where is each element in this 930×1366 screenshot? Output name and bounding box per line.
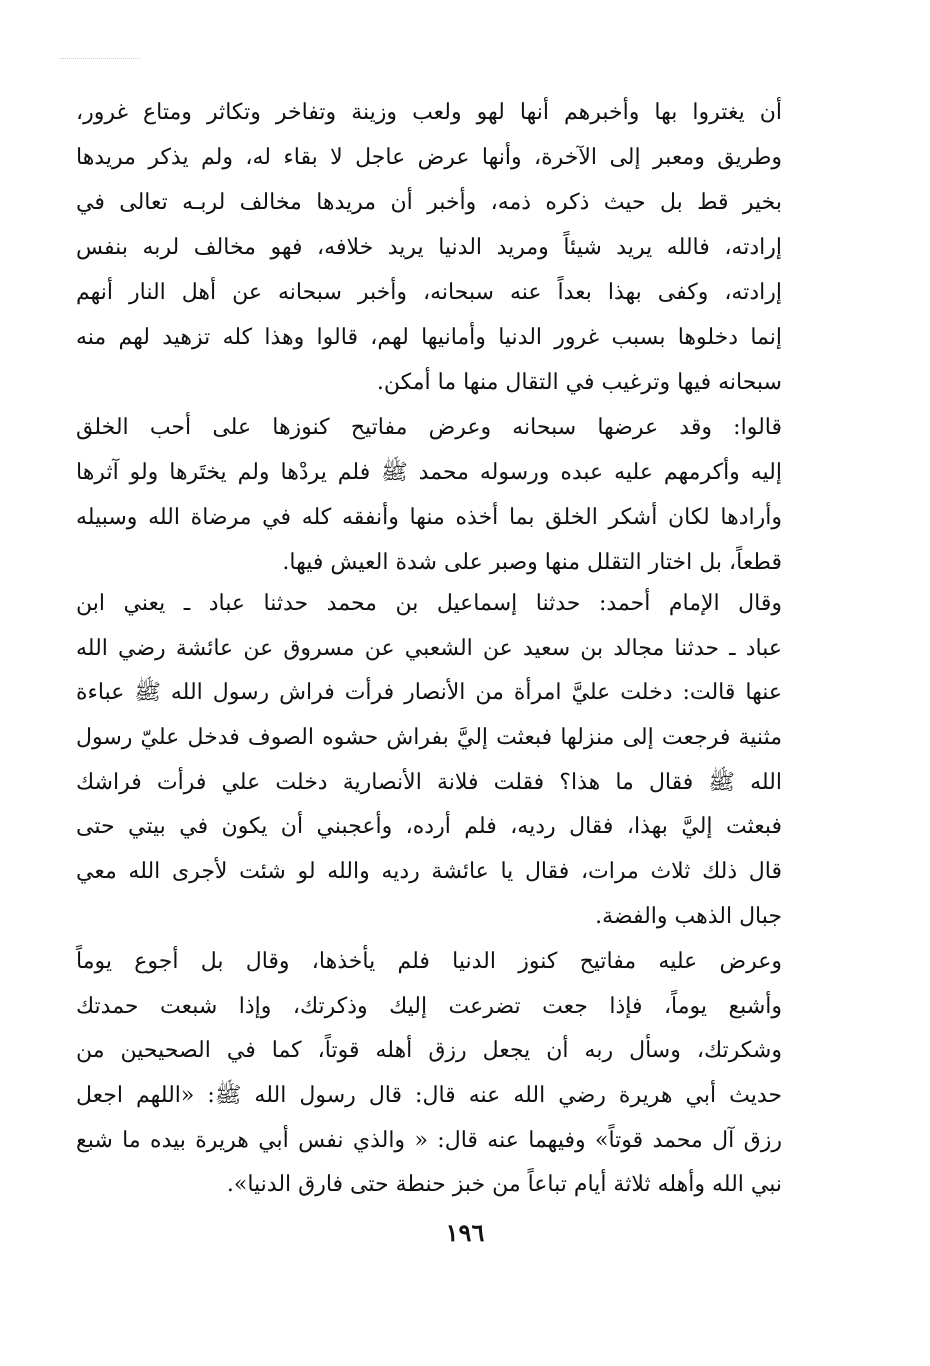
text-line: عنها قالت: دخلت عليَّ امرأة من الأنصار فرأت فراش رسول الله ﷺ عباءة	[76, 680, 782, 706]
scan-mark	[60, 58, 140, 60]
paragraph-2	[76, 405, 782, 585]
text-line: مثنية فرجعت إلى منزلها فبعثت إليَّ بفراش حشوه الصوف فدخل عليّ رسول	[76, 725, 782, 751]
text-line: عباد ـ حدثنا مجالد بن سعيد عن الشعبي عن مسروق عن عائشة رضي الله	[76, 635, 782, 661]
text-line: قال ذلك ثلاث مرات، فقال يا عائشة رديه والله لو شئت لأجرى الله معي	[76, 859, 782, 885]
text-line: وأرادها لكان أشكر الخلق بما أخذه منها وأنفقه كله في مرضاة الله وسبيله	[76, 505, 782, 530]
text-line: فبعثت إليَّ بهذا، فقال رديه، فلم أرده، وأعجبني أن يكون في بيتي حتى	[76, 814, 782, 840]
text-line: إرادته، فالله يريد شيئاً ومريد الدنيا يريد خلافه، فهو مخالف لربه بنفس	[76, 235, 782, 260]
paragraph-1	[76, 90, 782, 405]
text-line: الله ﷺ فقال ما هذا؟ فقلت فلانة الأنصارية دخلت علي فرأت فراشك	[76, 769, 782, 795]
text-line: رزق آل محمد قوتاً» وفيهما عنه قال: « والذي نفس أبي هريرة بيده ما شبع	[76, 1127, 782, 1153]
text-line: جبال الذهب والفضة.	[595, 903, 782, 929]
paragraph-4	[76, 940, 782, 1208]
page-number: ١٩٦	[445, 1218, 485, 1247]
text-line: وعرض عليه مفاتيح كنوز الدنيا فلم يأخذها، وقال بل أجوع يوماً	[76, 949, 782, 974]
text-line: إنما دخلوها بسبب غرور الدنيا وأمانيها لهم، قالوا وهذا كله تزهيد لهم منه	[76, 325, 782, 350]
text-line: سبحانه فيها وترغيب في التقال منها ما أمكن.	[376, 370, 782, 395]
text-line: بخير قط بل حيث ذكره ذمه، وأخبر أن مريدها مخالف لربـه تعالى في	[76, 190, 782, 215]
text-line: إليه وأكرمهم عليه عبده ورسوله محمد ﷺ فلم يردْها ولم يختَرها ولو آثرها	[76, 460, 782, 485]
text-line: وقال الإمام أحمد: حدثنا إسماعيل بن محمد حدثنا عباد ـ يعني ابن	[76, 591, 782, 616]
text-line: نبي الله وأهله ثلاثة أيام تباعاً من خبز حنطة حتى فارق الدنيا».	[226, 1172, 782, 1198]
text-line: إرادته، وكفى بهذا بعداً عنه سبحانه، وأخبر سبحانه عن أهل النار أنهم	[76, 280, 782, 305]
text-line: وأشبع يوماً، فإذا جعت تضرعت إليك وذكرتك، وإذا شبعت حمدتك	[76, 993, 782, 1019]
text-line: أن يغتروا بها وأخبرهم أنها لهو ولعب وزينة وتفاخر وتكاثر ومتاع غرور،	[76, 100, 782, 125]
text-line: حديث أبي هريرة رضي الله عنه قال: قال رسول الله ﷺ: «اللهم اجعل	[76, 1083, 782, 1109]
text-line: وطريق ومعبر إلى الآخرة، وأنها عرض عاجل لا بقاء له، ولم يذكر مريدها	[76, 145, 782, 170]
text-line: وشكرتك، وسأل ربه أن يجعل رزق أهله قوتاً، كما في الصحيحين من	[76, 1038, 782, 1064]
text-line: قالوا: وقد عرضها سبحانه وعرض مفاتيح كنوزها على أحب الخلق	[76, 415, 782, 440]
text-line: قطعاً، بل اختار التقلل منها وصبر على شدة العيش فيها.	[282, 550, 782, 575]
paragraph-3	[76, 582, 782, 940]
